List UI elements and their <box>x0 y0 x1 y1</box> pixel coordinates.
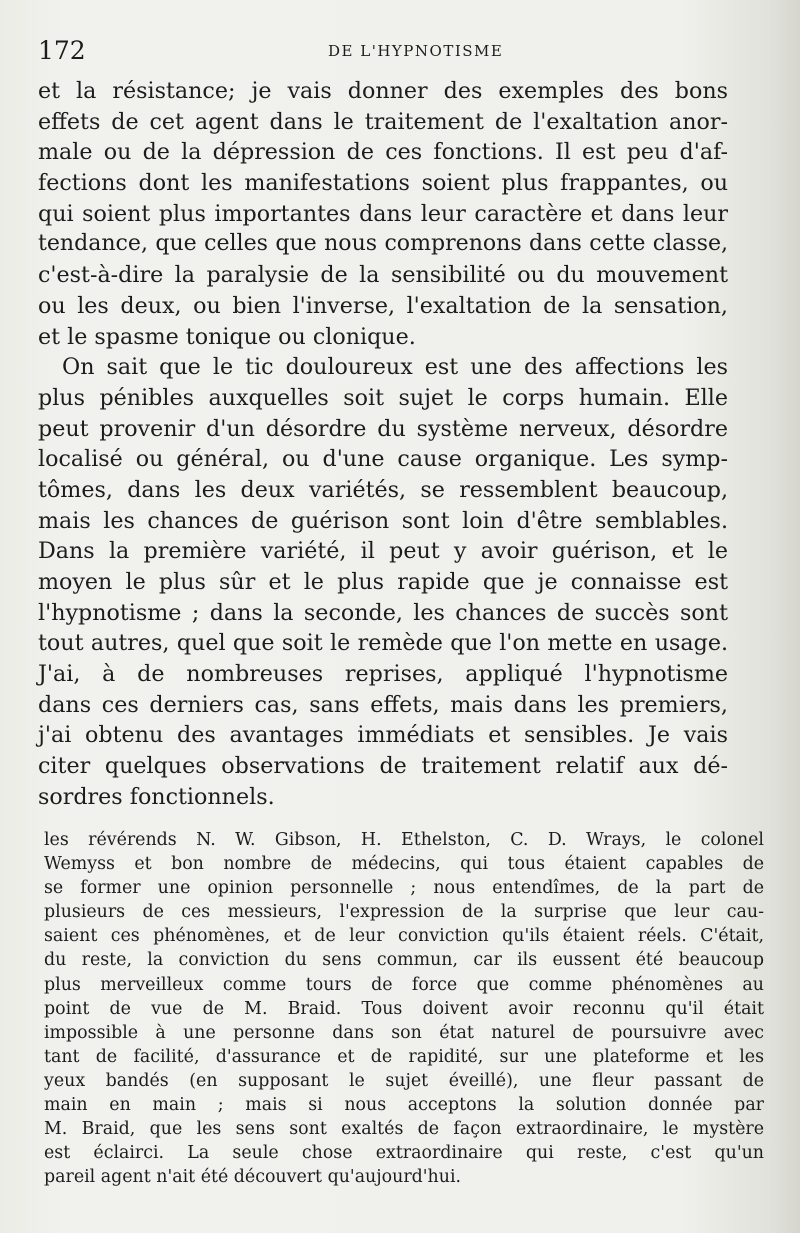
footnote-line: du reste, la conviction du sens commun, car ils eussent été beaucoup <box>44 950 764 971</box>
text-line: l'hypnotisme ; dans la seconde, les chances de succès sont <box>38 599 728 626</box>
footnote-line: impossible à une personne dans son état naturel de poursuivre avec <box>44 1022 764 1043</box>
text-line: et le spasme tonique ou clonique. <box>38 323 416 350</box>
footnote-line: yeux bandés (en supposant le sujet éveillé), une fleur passant de <box>44 1070 764 1091</box>
footnote-line: est éclairci. La seule chose extraordinaire qui reste, c'est qu'un <box>44 1143 764 1164</box>
text-line: moyen le plus sûr et le plus rapide que je connaisse est <box>38 569 728 595</box>
text-line: tendance, que celles que nous comprenons dans cette classe, <box>38 231 728 257</box>
text-line: On sait que le tic douloureux est une des affections les <box>62 354 728 381</box>
text-line: et la résistance; je vais donner des exemples des bons <box>38 78 728 104</box>
text-line: peut provenir d'un désordre du système nerveux, désordre <box>38 415 728 442</box>
footnote-line: tant de facilité, d'assurance et de rapidité, sur une plateforme et les <box>44 1046 764 1067</box>
text-line: tômes, dans les deux variétés, se ressemblent beaucoup, <box>38 476 728 503</box>
text-line: fections dont les manifestations soient plus frappantes, ou <box>38 170 728 197</box>
text-line: Dans la première variété, il peut y avoir guérison, et le <box>38 538 728 565</box>
text-line: qui soient plus importantes dans leur caractère et dans leur <box>38 200 728 227</box>
footnote-line: plus merveilleux comme tours de force que comme phénomènes au <box>44 974 764 995</box>
text-line: c'est-à-dire la paralysie de la sensibilité ou du mouvement <box>38 262 728 289</box>
text-line: dans ces derniers cas, sans effets, mais dans les premiers, <box>38 691 728 718</box>
footnote-line: point de vue de M. Braid. Tous doivent avoir reconnu qu'il était <box>44 998 764 1019</box>
footnote-line: main en main ; mais si nous acceptons la solution donnée par <box>44 1095 764 1116</box>
text-line: tout autres, quel que soit le remède que l'on mette en usage. <box>38 630 728 657</box>
text-line: mais les chances de guérison sont loin d'être semblables. <box>38 507 728 534</box>
text-line: J'ai, à de nombreuses reprises, appliqué l'hypnotisme <box>38 661 728 688</box>
text-line: j'ai obtenu des avantages immédiats et sensibles. Je vais <box>38 722 728 749</box>
footnote-line: plusieurs de ces messieurs, l'expression de la surprise que leur cau- <box>44 902 764 923</box>
text-line: citer quelques observations de traitement relatif aux dé- <box>38 753 728 780</box>
footnote-line: Wemyss et bon nombre de médecins, qui tous étaient capables de <box>44 854 764 875</box>
footnote-line: pareil agent n'ait été découvert qu'aujourd'hui. <box>44 1167 462 1188</box>
text-line: effets de cet agent dans le traitement de l'exaltation anor- <box>38 108 728 135</box>
text-line: ou les deux, ou bien l'inverse, l'exaltation de la sensation, <box>38 292 728 319</box>
page-number: 172 <box>38 36 86 65</box>
footnote-line: M. Braid, que les sens sont exaltés de façon extraordinaire, le mystère <box>44 1119 764 1140</box>
text-line: plus pénibles auxquelles soit sujet le corps humain. Elle <box>38 384 728 411</box>
footnote-line: saient ces phénomènes, et de leur conviction qu'ils étaient réels. C'était, <box>44 926 764 947</box>
text-line: male ou de la dépression de ces fonctions. Il est peu d'af- <box>38 139 728 166</box>
text-line: sordres fonctionnels. <box>38 783 275 810</box>
page-header <box>38 36 728 66</box>
main-text <box>38 76 728 813</box>
running-title: DE L'HYPNOTISME <box>328 42 504 60</box>
footnote <box>44 828 764 1189</box>
footnote-line: les révérends N. W. Gibson, H. Ethelston, C. D. Wrays, le colonel <box>44 830 764 850</box>
text-line: localisé ou général, ou d'une cause organique. Les symp- <box>38 446 728 473</box>
footnote-line: se former une opinion personnelle ; nous entendîmes, de la part de <box>44 878 764 899</box>
